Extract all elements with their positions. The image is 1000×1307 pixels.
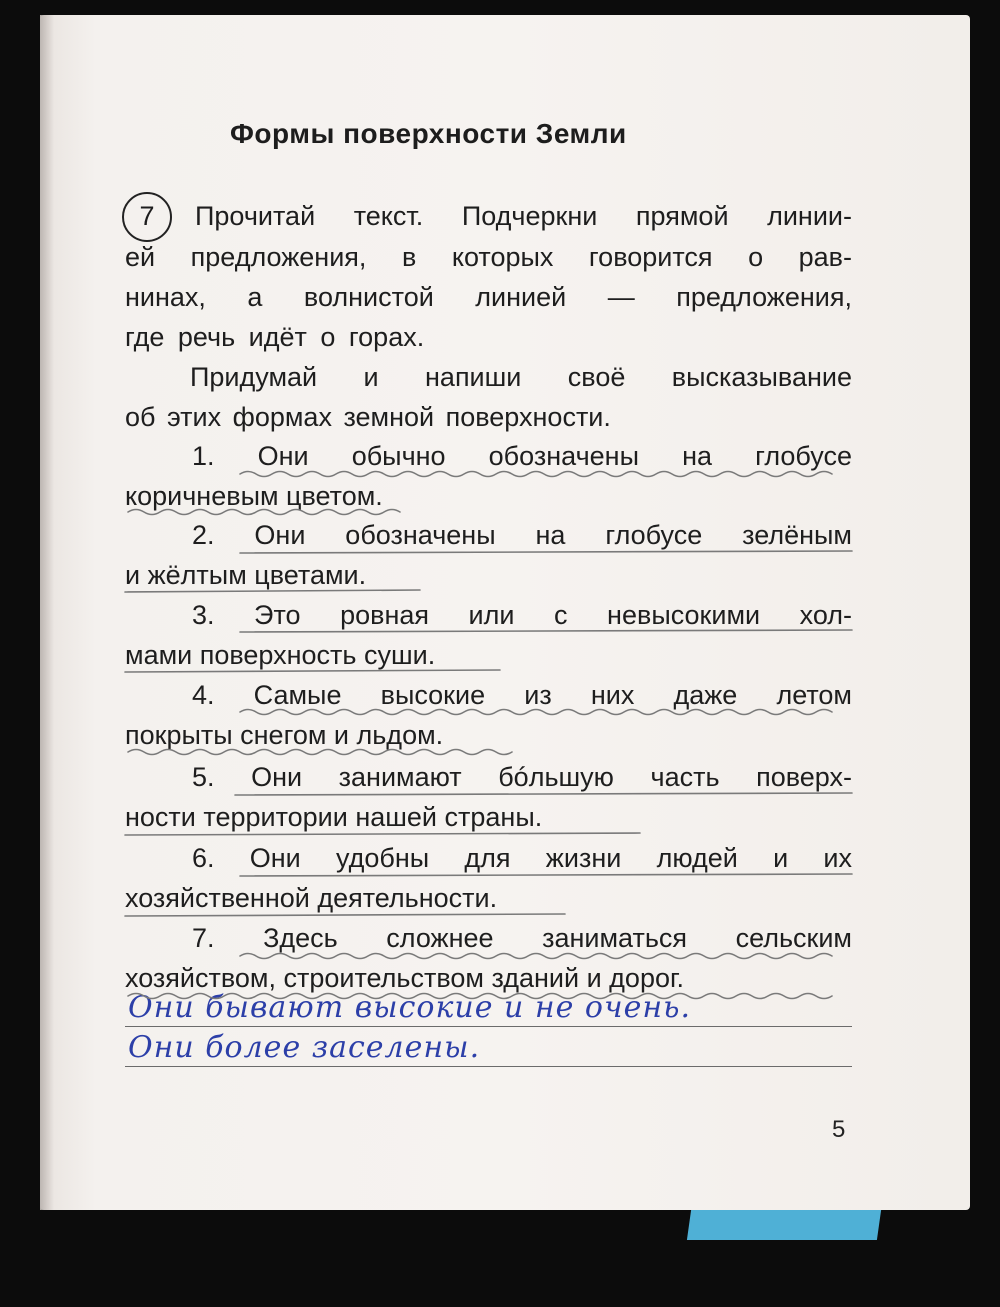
item-7-line: 7. Здесь сложнее заниматься сельским	[192, 923, 852, 953]
straight-underline-item-3	[240, 630, 852, 632]
item-4-continuation: покрыты снегом и льдом.	[125, 720, 444, 750]
wavy-underline-item-1	[240, 472, 832, 477]
wavy-underline-item-1b	[128, 510, 400, 515]
instruction-line-4: где речь идёт о горах.	[125, 322, 425, 352]
straight-underline-item-5	[235, 793, 852, 795]
straight-underline-item-6	[240, 874, 852, 876]
item-6-line: 6. Они удобны для жизни людей и их	[192, 843, 852, 873]
item-3-continuation: мами поверхность суши.	[125, 640, 436, 670]
item-6-continuation: хозяйственной деятельности.	[125, 883, 498, 913]
page-title: Формы поверхности Земли	[230, 118, 627, 149]
instruction-line-1: Прочитай текст. Подчеркни прямой линии-	[195, 201, 852, 231]
task-number-badge: 7	[122, 192, 172, 242]
straight-underline-item-6b	[125, 914, 565, 916]
item-5-line: 5. Они занимают бóльшую часть поверх-	[192, 762, 852, 792]
straight-underline-item-2	[240, 551, 852, 553]
item-3-line: 3. Это ровная или с невысокими хол-	[192, 600, 852, 630]
wavy-underline-item-7	[240, 954, 832, 959]
straight-underline-item-3b	[125, 670, 500, 672]
page-number: 5	[832, 1116, 846, 1143]
wavy-underline-item-4b	[128, 750, 512, 755]
item-1-line: 1. Они обычно обозначены на глобусе	[192, 441, 852, 471]
item-4-line: 4. Самые высокие из них даже летом	[192, 680, 852, 710]
item-7-continuation: хозяйством, строительством зданий и дорог.	[125, 963, 685, 993]
straight-underline-item-5b	[125, 833, 640, 835]
instruction-line-2: ей предложения, в которых говорится о рав-	[125, 242, 852, 272]
wavy-underline-item-7b	[128, 994, 832, 999]
handwritten-answer-2: Они более заселены.	[128, 1030, 481, 1065]
wavy-underline-item-4	[240, 710, 832, 715]
straight-underline-item-2b	[125, 590, 420, 592]
second-instruction-line-2: об этих формах земной поверхности.	[125, 402, 611, 432]
item-5-continuation: ности территории нашей страны.	[125, 802, 543, 832]
item-2-line: 2. Они обозначены на глобусе зелёным	[192, 520, 852, 550]
instruction-line-3: нинах, а волнистой линией — предложения,	[125, 282, 852, 312]
handwritten-answer-1: Они бывают высокие и не очень.	[128, 990, 691, 1025]
second-instruction-line-1: Придумай и напиши своё высказывание	[190, 362, 852, 392]
item-1-continuation: коричневым цветом.	[125, 481, 383, 511]
item-2-continuation: и жёлтым цветами.	[125, 560, 367, 590]
